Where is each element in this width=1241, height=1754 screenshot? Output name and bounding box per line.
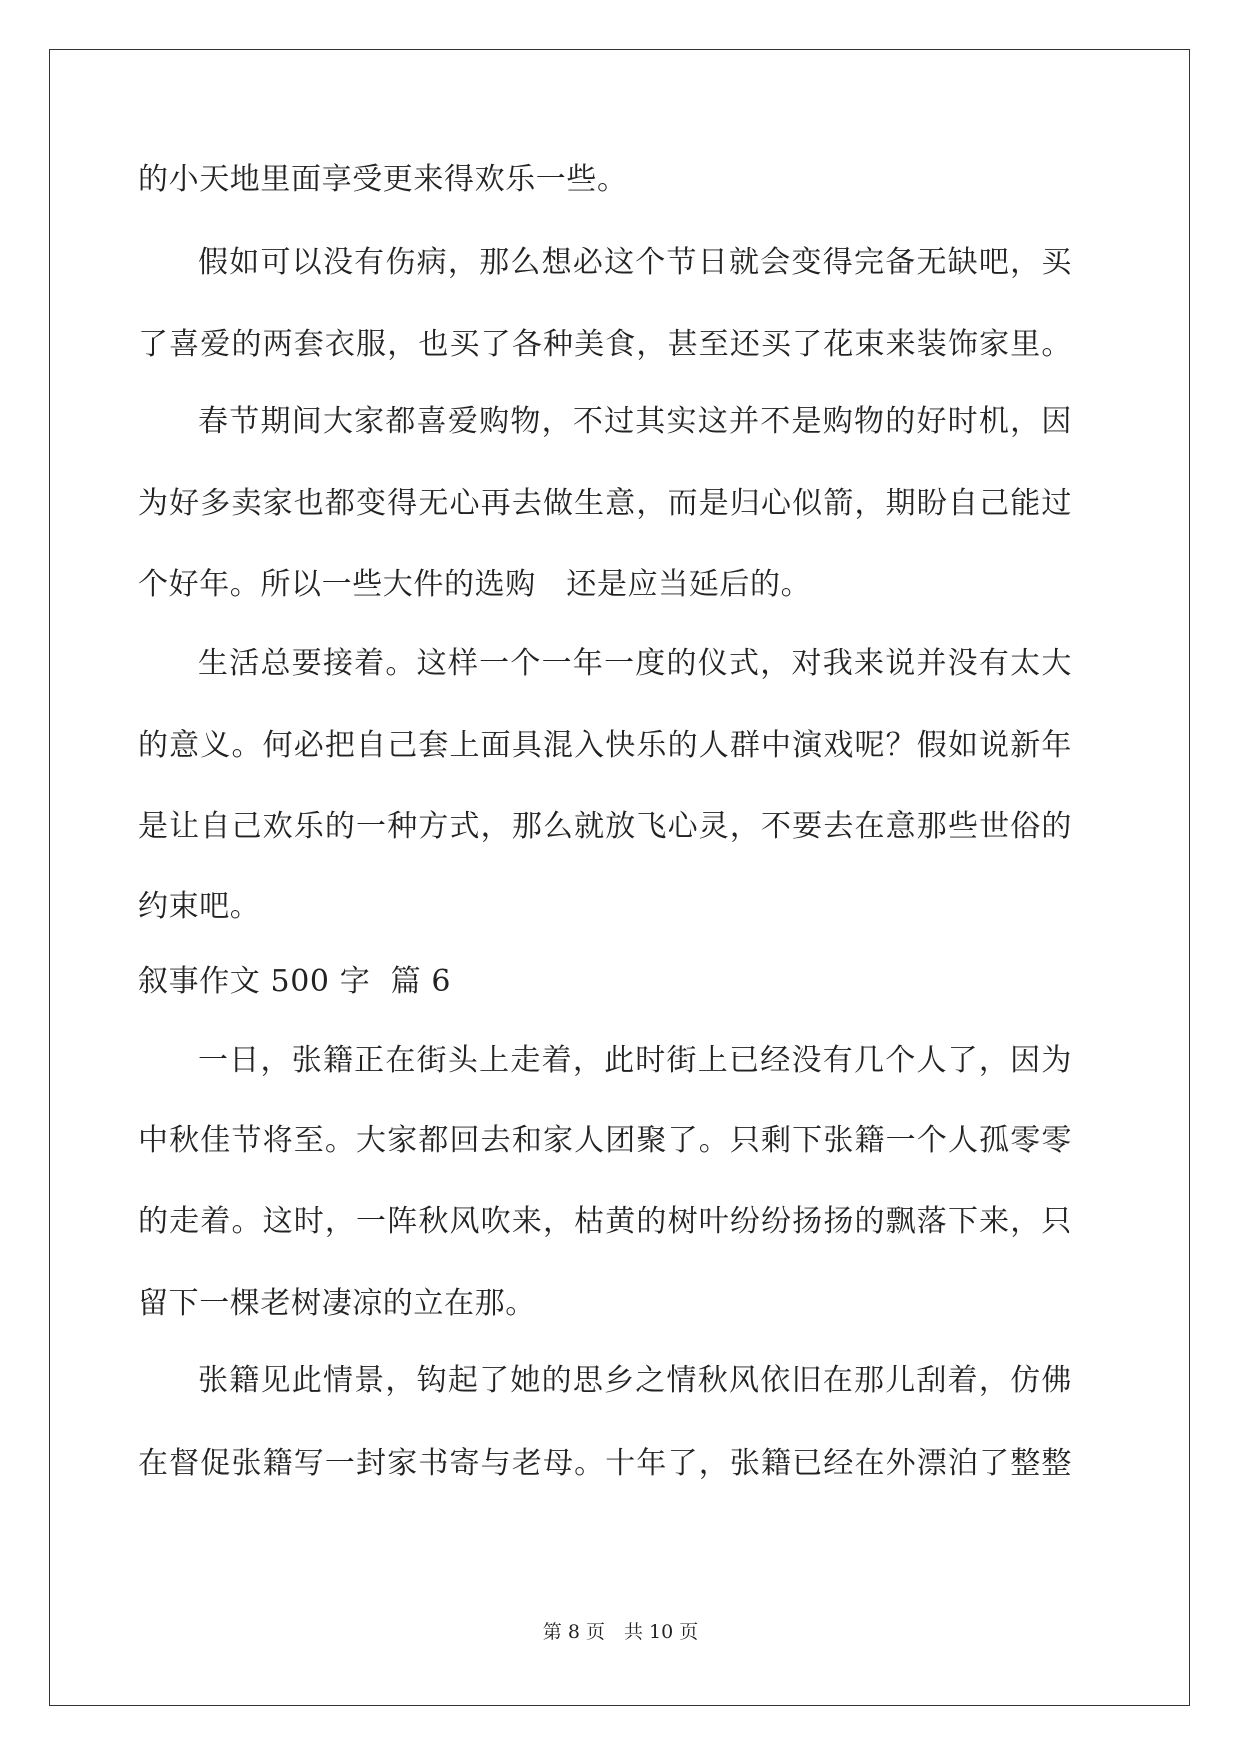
text-line: 个好年。所以一些大件的选购 还是应当延后的。 [138, 567, 812, 602]
text-line: 春节期间大家都喜爱购物，不过其实这并不是购物的好时机，因 [198, 404, 1072, 439]
text-line: 的走着。这时，一阵秋风吹来，枯黄的树叶纷纷扬扬的飘落下来，只 [138, 1204, 1072, 1239]
text-line: 留下一棵老树凄凉的立在那。 [138, 1286, 536, 1321]
text-line: 在督促张籍写一封家书寄与老母。十年了，张籍已经在外漂泊了整整 [138, 1446, 1072, 1481]
text-line: 约束吧。 [138, 889, 261, 924]
text-line: 为好多卖家也都变得无心再去做生意，而是归心似箭，期盼自己能过 [138, 486, 1072, 521]
text-line: 是让自己欢乐的一种方式，那么就放飞心灵，不要去在意那些世俗的 [138, 809, 1072, 844]
text-line: 了喜爱的两套衣服，也买了各种美食，甚至还买了花束来装饰家里。 [138, 327, 1072, 362]
text-line: 中秋佳节将至。大家都回去和家人团聚了。只剩下张籍一个人孤零零 [138, 1123, 1072, 1158]
text-line: 生活总要接着。这样一个一年一度的仪式，对我来说并没有太大 [198, 646, 1072, 681]
text-line: 张籍见此情景，钩起了她的思乡之情秋风依旧在那儿刮着，仿佛 [198, 1363, 1072, 1398]
text-line: 叙事作文 500 字 篇 6 [138, 964, 452, 999]
text-line: 一日，张籍正在街头上走着，此时街上已经没有几个人了，因为 [198, 1043, 1072, 1078]
text-line: 假如可以没有伤病，那么想必这个节日就会变得完备无缺吧，买 [198, 245, 1072, 280]
text-line: 的小天地里面享受更来得欢乐一些。 [138, 162, 628, 197]
text-line: 的意义。何必把自己套上面具混入快乐的人群中演戏呢？假如说新年 [138, 728, 1072, 763]
page-footer: 第 8 页 共 10 页 [542, 1621, 699, 1643]
